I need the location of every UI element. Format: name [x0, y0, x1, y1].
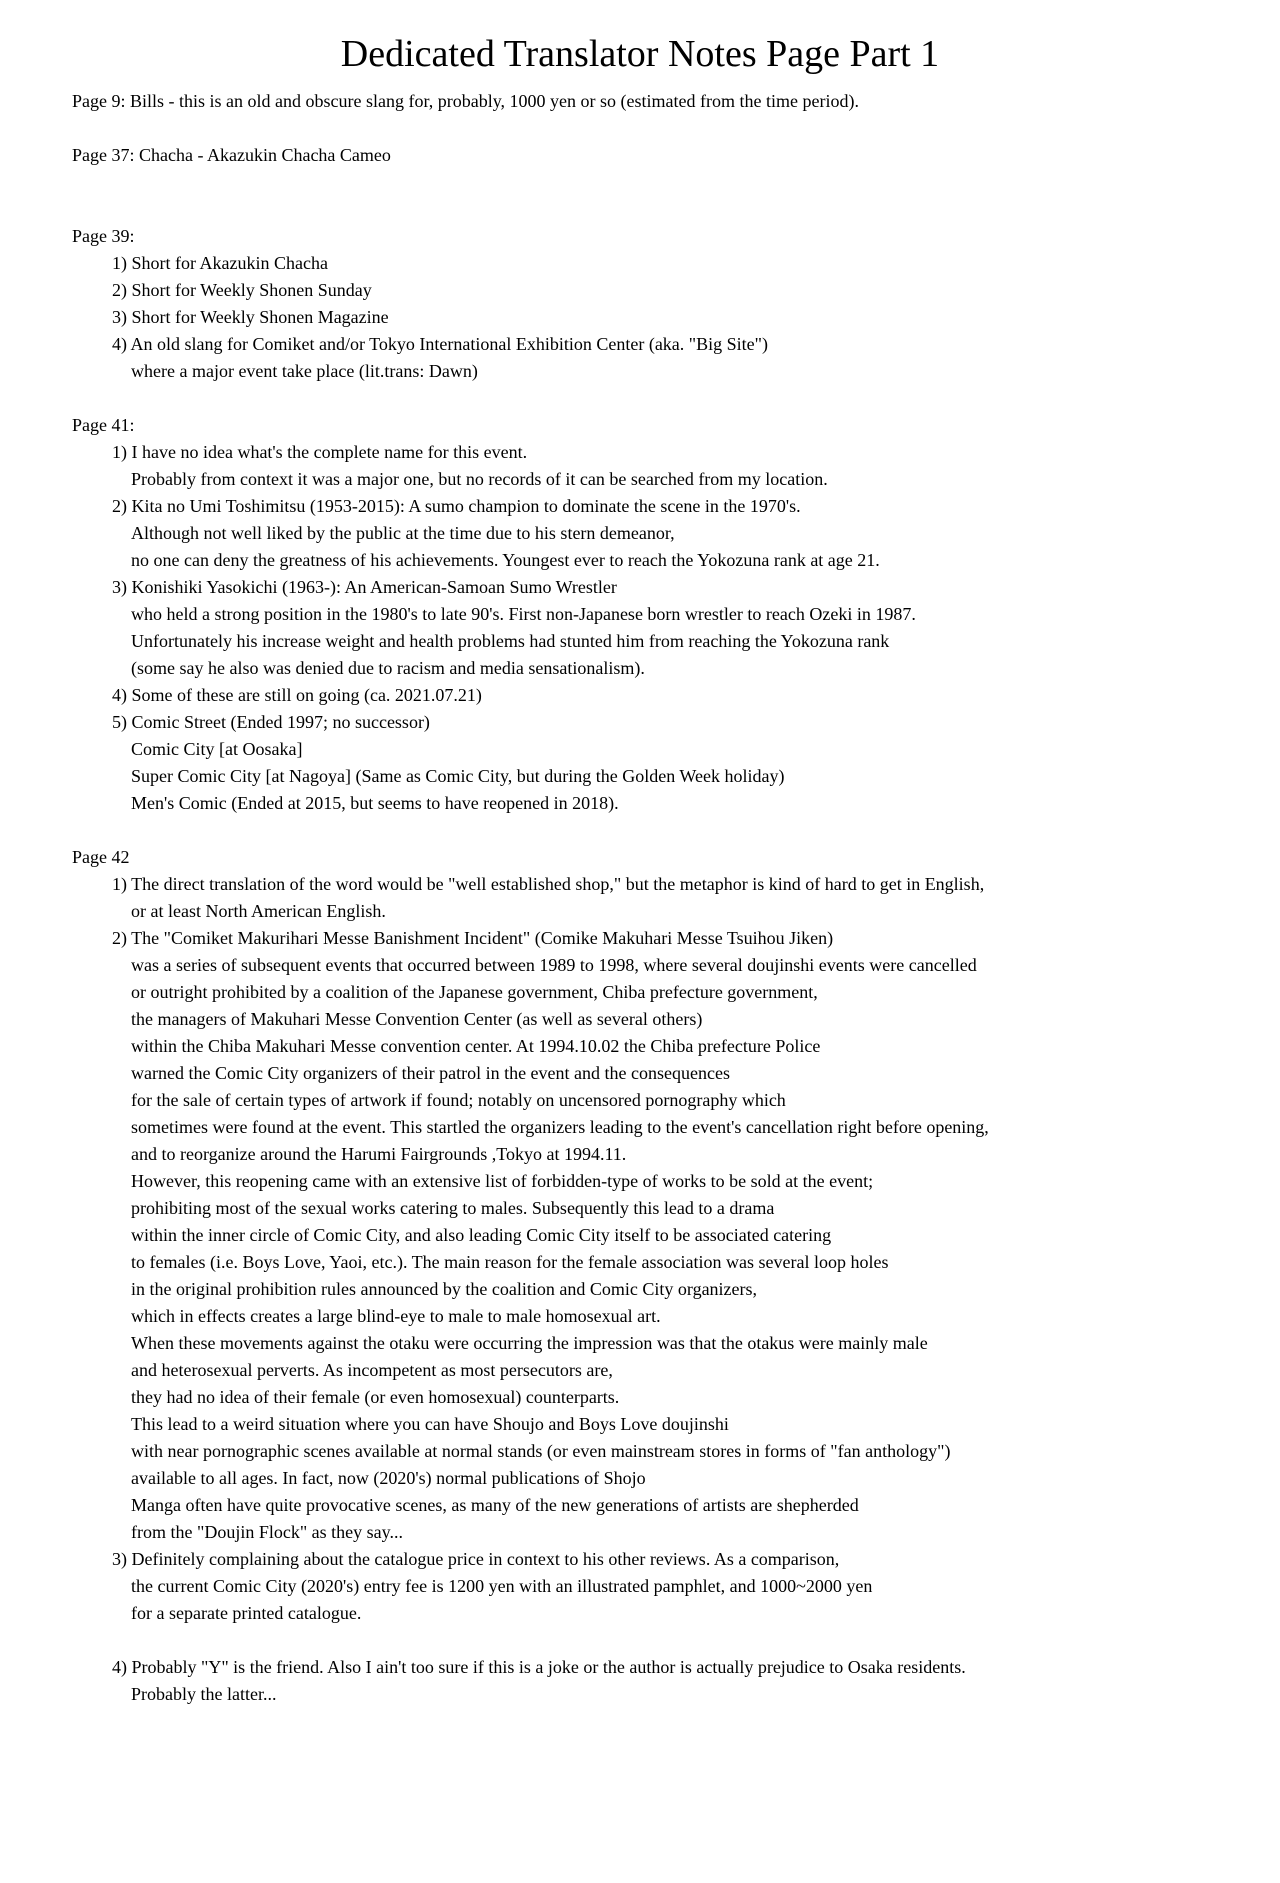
note-line: 2) Short for Weekly Shonen Sunday: [112, 280, 372, 300]
note-line: which in effects creates a large blind-eye to male to male homosexual art.: [131, 1306, 661, 1326]
note-line: and heterosexual perverts. As incompetent as most persecutors are,: [131, 1360, 613, 1380]
note-line: was a series of subsequent events that occurred between 1989 to 1998, where several doujinshi events were cancelled: [131, 955, 977, 975]
note-line: who held a strong position in the 1980's to late 90's. First non-Japanese born wrestler to reach Ozeki in 1987.: [131, 604, 916, 624]
note-line: to females (i.e. Boys Love, Yaoi, etc.). The main reason for the female association was several loop holes: [131, 1252, 889, 1272]
blank-line: [0, 817, 1280, 844]
note-line: warned the Comic City organizers of their patrol in the event and the consequences: [131, 1063, 730, 1083]
note-line: 2) The "Comiket Makurihari Messe Banishment Incident" (Comike Makuhari Messe Tsuihou Jiken): [112, 928, 834, 948]
note-line: 1) The direct translation of the word would be "well established shop," but the metaphor is kind of hard to get in English,: [112, 874, 985, 894]
note-line: where a major event take place (lit.trans: Dawn): [131, 361, 478, 381]
note-line: 1) I have no idea what's the complete name for this event.: [112, 442, 528, 462]
note-line: 4) An old slang for Comiket and/or Tokyo International Exhibition Center (aka. "Big Site"): [112, 334, 768, 354]
note-line: the current Comic City (2020's) entry fee is 1200 yen with an illustrated pamphlet, and 1000~2000 yen: [131, 1576, 873, 1596]
note-line: from the "Doujin Flock" as they say...: [131, 1522, 403, 1542]
note-line: Probably the latter...: [131, 1684, 277, 1704]
note-line: Manga often have quite provocative scenes, as many of the new generations of artists are shepherded: [131, 1495, 859, 1515]
blank-line: [0, 196, 1280, 223]
note-line: Men's Comic (Ended at 2015, but seems to have reopened in 2018).: [131, 793, 619, 813]
translator-notes-document: [0, 30, 1280, 1708]
note-line: Page 37: Chacha - Akazukin Chacha Cameo: [72, 145, 391, 165]
note-line: sometimes were found at the event. This startled the organizers leading to the event's cancellation right before opening,: [131, 1117, 989, 1137]
note-line: for the sale of certain types of artwork if found; notably on uncensored pornography which: [131, 1090, 786, 1110]
note-line: or outright prohibited by a coalition of the Japanese government, Chiba prefecture government,: [131, 982, 818, 1002]
note-line: the managers of Makuhari Messe Convention Center (as well as several others): [131, 1009, 703, 1029]
note-line: 3) Konishiki Yasokichi (1963-): An American-Samoan Sumo Wrestler: [112, 577, 617, 597]
blank-line: [0, 1627, 1280, 1654]
note-line: Comic City [at Oosaka]: [131, 739, 303, 759]
note-line: Page 9: Bills - this is an old and obscure slang for, probably, 1000 yen or so (estimated from the time period).: [72, 91, 859, 111]
note-line: for a separate printed catalogue.: [131, 1603, 362, 1623]
note-line: Unfortunately his increase weight and health problems had stunted him from reaching the Yokozuna rank: [131, 631, 890, 651]
note-line: However, this reopening came with an extensive list of forbidden-type of works to be sold at the event;: [131, 1171, 874, 1191]
note-line: prohibiting most of the sexual works catering to males. Subsequently this lead to a drama: [131, 1198, 775, 1218]
note-line: Super Comic City [at Nagoya] (Same as Comic City, but during the Golden Week holiday): [131, 766, 785, 786]
note-line: 5) Comic Street (Ended 1997; no successor): [112, 712, 430, 732]
blank-line: [0, 169, 1280, 196]
note-line: no one can deny the greatness of his achievements. Youngest ever to reach the Yokozuna rank at age 21.: [131, 550, 880, 570]
note-line: with near pornographic scenes available at normal stands (or even mainstream stores in forms of "fan anthology"): [131, 1441, 951, 1461]
note-line: within the inner circle of Comic City, and also leading Comic City itself to be associated catering: [131, 1225, 832, 1245]
blank-line: [0, 385, 1280, 412]
note-line: or at least North American English.: [131, 901, 386, 921]
note-line: within the Chiba Makuhari Messe convention center. At 1994.10.02 the Chiba prefecture Police: [131, 1036, 821, 1056]
note-line: 1) Short for Akazukin Chacha: [112, 253, 328, 273]
note-line: Page 39:: [72, 226, 135, 246]
note-line: in the original prohibition rules announced by the coalition and Comic City organizers,: [131, 1279, 758, 1299]
note-line: available to all ages. In fact, now (2020's) normal publications of Shojo: [131, 1468, 646, 1488]
note-line: 2) Kita no Umi Toshimitsu (1953-2015): A sumo champion to dominate the scene in the 1970's.: [112, 496, 801, 516]
note-line: they had no idea of their female (or even homosexual) counterparts.: [131, 1387, 620, 1407]
note-line: Page 41:: [72, 415, 135, 435]
note-line: 4) Some of these are still on going (ca. 2021.07.21): [112, 685, 482, 705]
blank-line: [0, 115, 1280, 142]
note-line: This lead to a weird situation where you can have Shoujo and Boys Love doujinshi: [131, 1414, 729, 1434]
note-line: (some say he also was denied due to racism and media sensationalism).: [131, 658, 645, 678]
notes-body: [0, 88, 1280, 1708]
note-line: Although not well liked by the public at the time due to his stern demeanor,: [131, 523, 675, 543]
note-line: 4) Probably "Y" is the friend. Also I ain't too sure if this is a joke or the author is actually prejudice to Osaka residents.: [112, 1657, 966, 1677]
note-line: Probably from context it was a major one, but no records of it can be searched from my location.: [131, 469, 828, 489]
page-title: Dedicated Translator Notes Page Part 1: [340, 33, 940, 75]
note-line: 3) Definitely complaining about the catalogue price in context to his other reviews. As a comparison,: [112, 1549, 840, 1569]
note-line: When these movements against the otaku were occurring the impression was that the otakus were mainly male: [131, 1333, 928, 1353]
note-line: 3) Short for Weekly Shonen Magazine: [112, 307, 389, 327]
note-line: Page 42: [72, 847, 130, 867]
note-line: and to reorganize around the Harumi Fairgrounds ,Tokyo at 1994.11.: [131, 1144, 627, 1164]
